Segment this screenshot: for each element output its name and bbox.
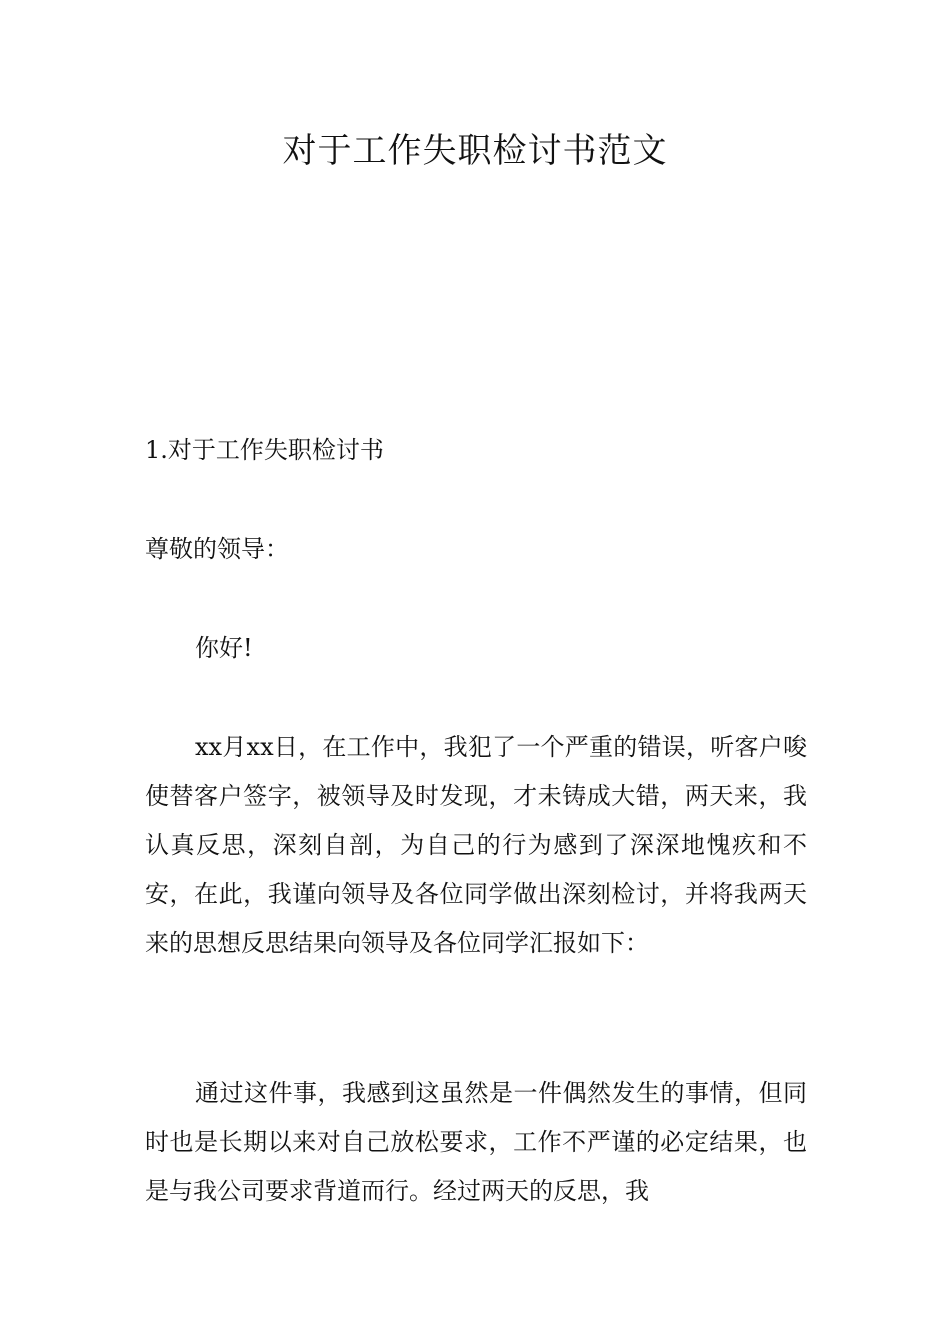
document-title: 对于工作失职检讨书范文 xyxy=(282,131,668,171)
section-heading: 1.对于工作失职检讨书 xyxy=(145,436,384,464)
paragraph: 通过这件事，我感到这虽然是一件偶然发生的事情，但同时也是长期以来对自己放松要求，工作不严谨的必定结果，也是与我公司要求背道而行。经过两天的反思，我 xyxy=(145,1079,807,1205)
salutation: 尊敬的领导： xyxy=(145,535,289,563)
greeting: 你好! xyxy=(195,634,253,662)
paragraph: xx月xx日，在工作中，我犯了一个严重的错误，听客户唆使替客户签字，被领导及时发现，才未铸成大错，两天来，我认真反思，深刻自剖，为自己的行为感到了深深地愧疚和不安，在此，我谨向领导及各位同学做出深刻检讨，并将我两天来的思想反思结果向领导及各位同学汇报如下： xyxy=(145,733,807,957)
